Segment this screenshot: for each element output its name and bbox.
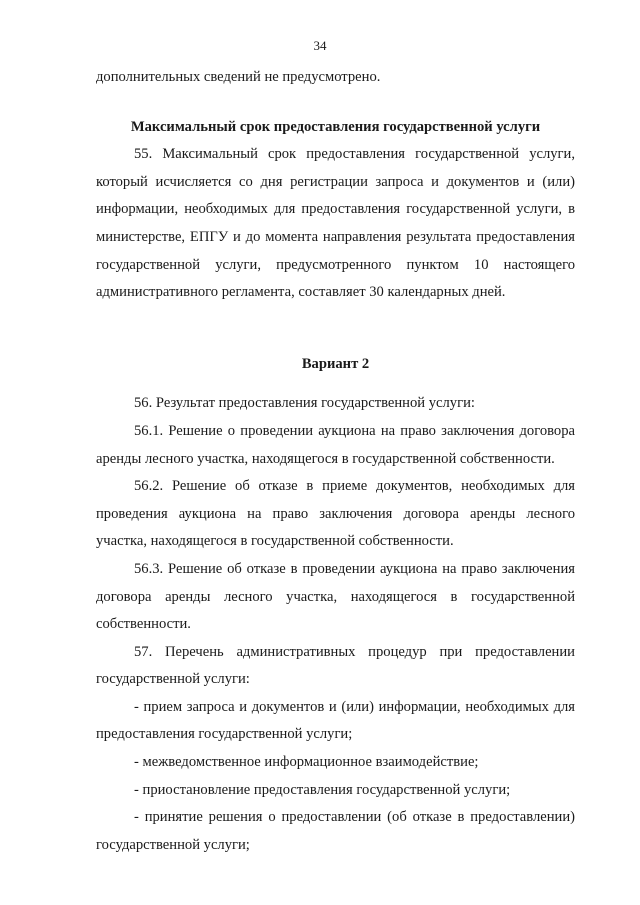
list-item-interaction: - межведомственное информационное взаимодействие; (134, 754, 479, 771)
spacer (96, 307, 575, 351)
document-body (96, 64, 575, 859)
list-item-reception: - прием запроса и документов и (или) информации, необходимых для предоставления государственной услуги; (96, 698, 575, 743)
paragraph-56-1: 56.1. Решение о проведении аукциона на право заключения договора аренды лесного участка, находящегося в государственной собственности. (96, 422, 575, 467)
spacer (96, 378, 575, 390)
paragraph-56: 56. Результат предоставления государственной услуги: (134, 395, 475, 412)
continuation-paragraph: дополнительных сведений не предусмотрено. (96, 69, 381, 85)
paragraph-57: 57. Перечень административных процедур при предоставлении государственной услуги: (96, 643, 575, 688)
paragraph-55: 55. Максимальный срок предоставления государственной услуги, который исчисляется со дня регистрации запроса и документов и (или) информации, необходимых для предоставления государственной услуги, в министерстве, ЕПГУ и до момента направления результата предоставления государственной услуги, предусмотренного пунктом 10 настоящего административного регламента, составляет 30 календарных дней. (96, 146, 575, 301)
section-heading-variant-2: Вариант 2 (301, 355, 370, 372)
paragraph-56-2: 56.2. Решение об отказе в приеме документов, необходимых для проведения аукциона на право заключения договора аренды лесного участка, находящегося в государственной собственности. (96, 478, 575, 550)
list-item-decision: - принятие решения о предоставлении (об отказе в предоставлении) государственной услуги; (96, 809, 575, 853)
spacer (96, 92, 575, 114)
section-heading-max-term: Максимальный срок предоставления государственной услуги (130, 118, 541, 135)
list-item-suspension: - приостановление предоставления государственной услуги; (134, 781, 511, 798)
paragraph-56-3: 56.3. Решение об отказе в проведении аукциона на право заключения договора аренды лесного участка, находящегося в государственной собственности. (96, 560, 575, 633)
page-number: 34 (313, 38, 327, 53)
